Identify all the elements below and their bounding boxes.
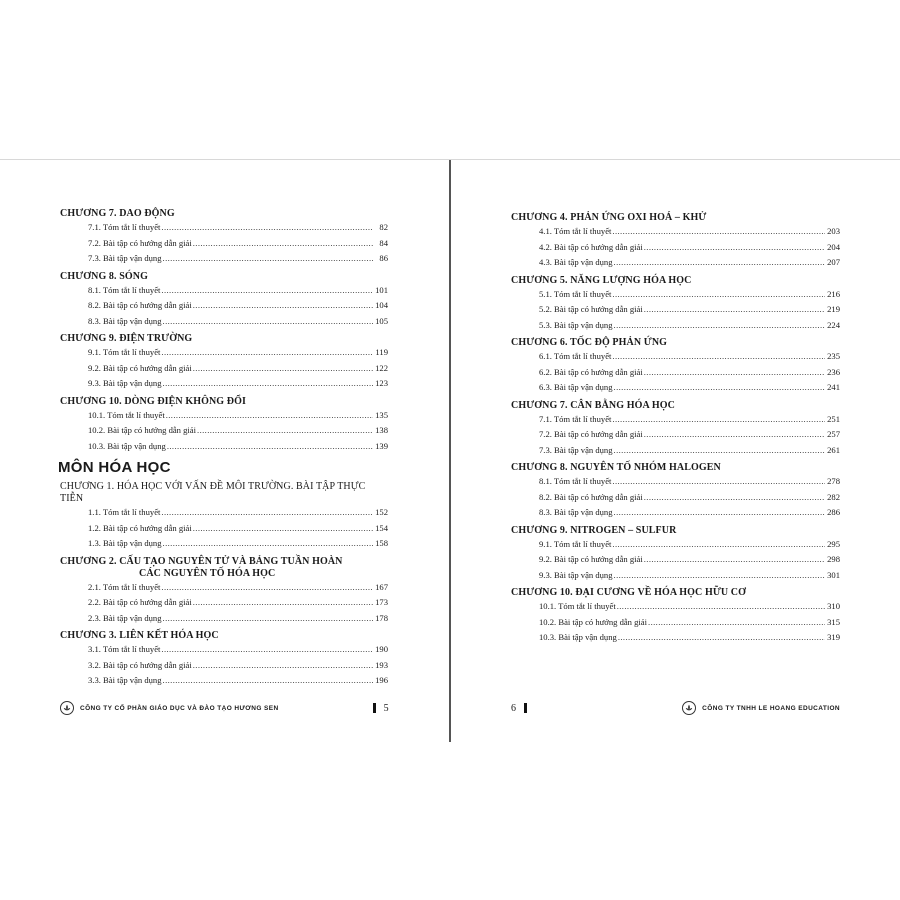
toc-page-number: 295 <box>827 538 840 549</box>
toc-entry[interactable] <box>60 521 388 537</box>
toc-page-number: 298 <box>827 554 840 564</box>
leader-dots <box>644 302 825 318</box>
toc-entry-label: 6.2. Bài tập có hướng dẫn giải <box>539 366 643 377</box>
toc-page-number: 203 <box>827 226 840 236</box>
toc-entry[interactable] <box>60 361 388 377</box>
toc-page-number: 158 <box>375 538 388 548</box>
toc-entry-label: 3.2. Bài tập có hướng dẫn giải <box>88 659 192 670</box>
toc-entry-label: 1.3. Bài tập vận dụng <box>88 538 162 548</box>
toc-entry[interactable] <box>60 611 388 627</box>
toc-entry-label: 3.1. Tóm tắt lí thuyết <box>88 644 161 654</box>
toc-entry[interactable] <box>511 568 840 584</box>
leader-dots <box>161 283 373 299</box>
toc-entry[interactable] <box>511 615 840 631</box>
chapter-heading: CHƯƠNG 9. NITROGEN – SULFUR <box>511 524 677 536</box>
publisher-name: CÔNG TY CỔ PHẦN GIÁO DỤC VÀ ĐÀO TẠO HƯƠNG SEN <box>80 704 279 712</box>
toc-page-number: 86 <box>379 253 388 263</box>
leader-dots <box>612 287 825 303</box>
publisher-name: CÔNG TY TNHH LE HOANG EDUCATION <box>702 704 840 712</box>
toc-entry[interactable] <box>511 474 840 490</box>
page-marker-bar <box>524 703 527 713</box>
toc-entry[interactable] <box>60 673 388 689</box>
toc-entry-label: 10.3. Bài tập vận dụng <box>539 632 617 642</box>
toc-entry[interactable] <box>511 537 840 553</box>
toc-entry-label: 8.3. Bài tập vận dụng <box>539 507 613 517</box>
toc-entry-label: 8.1. Tóm tắt lí thuyết <box>539 476 612 486</box>
toc-entry-label: 8.3. Bài tập vận dụng <box>88 315 162 326</box>
toc-entry-label: 10.2. Bài tập có hướng dẫn giải <box>539 616 648 627</box>
toc-page-number: 216 <box>827 288 840 299</box>
toc-entry[interactable] <box>511 630 840 646</box>
toc-entry-label: 8.1. Tóm tắt lí thuyết <box>88 284 161 295</box>
toc-entry[interactable] <box>60 595 388 611</box>
leader-dots <box>193 521 373 537</box>
toc-page-number: 315 <box>827 616 840 627</box>
toc-entry[interactable] <box>511 255 840 271</box>
toc-page-number: 135 <box>375 409 388 420</box>
toc-entry-label: 4.2. Bài tập có hướng dẫn giải <box>539 241 643 252</box>
toc-page-number: 224 <box>827 319 840 330</box>
page-number: 6 <box>511 702 517 714</box>
leader-dots <box>614 255 825 271</box>
toc-entry[interactable] <box>60 642 388 658</box>
leader-dots <box>648 615 825 631</box>
leader-dots <box>644 552 825 568</box>
chapter-heading: CHƯƠNG 5. NĂNG LƯỢNG HÓA HỌC <box>511 274 692 286</box>
toc-page-number: 204 <box>827 241 840 252</box>
toc-entry[interactable] <box>511 380 840 396</box>
toc-entry[interactable] <box>60 236 388 252</box>
toc-page-number: 178 <box>375 612 388 623</box>
toc-entry[interactable] <box>511 505 840 521</box>
toc-entry[interactable] <box>511 412 840 428</box>
leader-dots <box>193 361 373 377</box>
toc-entry[interactable] <box>511 349 840 365</box>
toc-entry-label: 2.3. Bài tập vận dụng <box>88 612 162 623</box>
toc-entry[interactable] <box>60 376 388 392</box>
chapter-heading: CHƯƠNG 3. LIÊN KẾT HÓA HỌC <box>60 630 219 641</box>
leader-dots <box>644 365 825 381</box>
page-number-box <box>373 703 389 714</box>
toc-page-number: 84 <box>379 237 388 248</box>
toc-entry[interactable] <box>60 658 388 674</box>
toc-entry-label: 5.3. Bài tập vận dụng <box>539 319 613 330</box>
leader-dots <box>161 580 373 596</box>
toc-entry[interactable] <box>60 314 388 330</box>
lotus-logo-icon <box>60 701 74 715</box>
page-footer-left <box>60 700 389 716</box>
leader-dots <box>644 240 825 256</box>
leader-dots <box>644 427 825 443</box>
toc-entry[interactable] <box>511 224 840 240</box>
subject-title: MÔN HÓA HỌC <box>58 459 171 476</box>
toc-entry-label: 1.2. Bài tập có hướng dẫn giải <box>88 522 192 533</box>
toc-entry[interactable] <box>60 439 388 455</box>
chapter-heading: CHƯƠNG 8. SÓNG <box>60 270 148 282</box>
toc-page-number: 138 <box>375 425 388 435</box>
toc-page-number: 101 <box>375 284 388 295</box>
toc-entry[interactable] <box>511 599 840 615</box>
toc-entry[interactable] <box>60 580 388 596</box>
toc-page-number: 193 <box>375 659 388 670</box>
toc-entry[interactable] <box>60 298 388 314</box>
toc-entry-label: 2.1. Tóm tắt lí thuyết <box>88 581 161 592</box>
toc-entry-label: 7.3. Bài tập vận dụng <box>539 444 613 455</box>
toc-entry-label: 1.1. Tóm tắt lí thuyết <box>88 507 161 517</box>
toc-entry[interactable] <box>60 345 388 361</box>
leader-dots <box>618 630 825 646</box>
lotus-logo-icon <box>682 701 696 715</box>
toc-entry[interactable] <box>60 283 388 299</box>
toc-page-number: 235 <box>827 351 840 361</box>
leader-dots <box>163 536 373 552</box>
toc-page-number: 173 <box>375 597 388 607</box>
leader-dots <box>612 349 825 365</box>
toc-entry[interactable] <box>60 408 388 424</box>
toc-entry-label: 9.1. Tóm tắt lí thuyết <box>539 538 612 549</box>
toc-page-number: 310 <box>827 601 840 611</box>
leader-dots <box>163 376 373 392</box>
leader-dots <box>163 251 373 267</box>
toc-page-number: 257 <box>827 429 840 439</box>
toc-page-number: 196 <box>375 675 388 685</box>
leader-dots <box>612 537 825 553</box>
toc-entry[interactable] <box>60 220 388 236</box>
table-of-contents-left <box>60 208 388 689</box>
right-page <box>451 160 900 742</box>
chapter-heading-continued: CÁC NGUYÊN TỐ HÓA HỌC <box>139 567 276 579</box>
toc-entry[interactable] <box>511 302 840 318</box>
page-number: 5 <box>383 702 389 714</box>
leader-dots <box>644 490 825 506</box>
toc-entry-label: 5.2. Bài tập có hướng dẫn giải <box>539 304 643 314</box>
toc-page-number: 82 <box>379 222 388 232</box>
leader-dots <box>163 611 373 627</box>
toc-entry-label: 4.1. Tóm tắt lí thuyết <box>539 226 612 236</box>
chapter-heading: CHƯƠNG 2. CẤU TẠO NGUYÊN TỬ VÀ BẢNG TUẦN HOÀN <box>60 555 343 567</box>
toc-entry-label: 9.3. Bài tập vận dụng <box>88 378 162 388</box>
leader-dots <box>166 408 373 424</box>
toc-entry[interactable] <box>60 251 388 267</box>
toc-entry[interactable] <box>511 490 840 506</box>
chapter-heading: CHƯƠNG 10. DÒNG ĐIỆN KHÔNG ĐỔI <box>60 395 246 407</box>
toc-page-number: 286 <box>827 507 840 517</box>
toc-entry[interactable] <box>511 427 840 443</box>
leader-dots <box>163 673 373 689</box>
toc-entry-label: 8.2. Bài tập có hướng dẫn giải <box>539 491 643 502</box>
toc-entry-label: 3.3. Bài tập vận dụng <box>88 675 162 685</box>
toc-page-number: 152 <box>375 507 388 517</box>
toc-page-number: 104 <box>375 300 388 310</box>
toc-page-number: 207 <box>827 257 840 267</box>
chapter-heading: CHƯƠNG 7. CÂN BẰNG HÓA HỌC <box>511 399 675 411</box>
chapter-heading: CHƯƠNG 4. PHẢN ỨNG OXI HOÁ – KHỬ <box>511 212 707 223</box>
toc-page-number: 122 <box>375 362 388 373</box>
leader-dots <box>617 599 825 615</box>
toc-page-number: 251 <box>827 413 840 424</box>
toc-entry[interactable] <box>60 505 388 521</box>
toc-entry-label: 5.1. Tóm tắt lí thuyết <box>539 288 612 299</box>
leader-dots <box>614 568 825 584</box>
toc-page-number: 219 <box>827 304 840 314</box>
toc-entry[interactable] <box>511 443 840 459</box>
toc-page-number: 241 <box>827 382 840 392</box>
chapter-heading: CHƯƠNG 7. DAO ĐỘNG <box>60 208 175 219</box>
toc-entry-label: 10.1. Tóm tắt lí thuyết <box>539 601 616 611</box>
leader-dots <box>614 318 825 334</box>
toc-page-number: 154 <box>375 522 388 533</box>
toc-page-number: 261 <box>827 444 840 455</box>
chapter-heading: CHƯƠNG 1. HÓA HỌC VỚI VẤN ĐỀ MÔI TRƯỜNG. BÀI TẬP THỰC TIỄN <box>60 481 366 504</box>
toc-entry[interactable] <box>60 536 388 552</box>
toc-page-number: 167 <box>375 581 388 592</box>
leader-dots <box>193 298 373 314</box>
toc-entry-label: 4.3. Bài tập vận dụng <box>539 257 613 267</box>
leader-dots <box>614 505 825 521</box>
toc-page-number: 236 <box>827 366 840 377</box>
chapter-heading: CHƯƠNG 10. ĐẠI CƯƠNG VỀ HÓA HỌC HỮU CƠ <box>511 587 747 598</box>
toc-entry-label: 7.1. Tóm tắt lí thuyết <box>88 222 161 232</box>
toc-entry[interactable] <box>511 552 840 568</box>
toc-entry-label: 7.2. Bài tập có hướng dẫn giải <box>539 429 643 439</box>
leader-dots <box>197 423 373 439</box>
leader-dots <box>614 380 825 396</box>
page-marker-bar <box>373 703 376 713</box>
leader-dots <box>163 314 373 330</box>
leader-dots <box>612 474 825 490</box>
toc-entry-label: 7.2. Bài tập có hướng dẫn giải <box>88 237 192 248</box>
toc-entry[interactable] <box>511 240 840 256</box>
toc-entry-label: 9.1. Tóm tắt lí thuyết <box>88 347 161 357</box>
chapter-heading: CHƯƠNG 8. NGUYÊN TỐ NHÓM HALOGEN <box>511 462 721 473</box>
leader-dots <box>193 595 373 611</box>
leader-dots <box>167 439 373 455</box>
toc-page-number: 123 <box>375 378 388 388</box>
toc-entry-label: 10.1. Tóm tắt lí thuyết <box>88 409 165 420</box>
page-footer-right <box>511 700 840 716</box>
toc-entry-label: 7.3. Bài tập vận dụng <box>88 253 162 263</box>
toc-entry-label: 10.3. Bài tập vận dụng <box>88 440 166 451</box>
toc-page-number: 282 <box>827 491 840 502</box>
toc-entry[interactable] <box>511 365 840 381</box>
leader-dots <box>161 505 373 521</box>
toc-entry-label: 9.2. Bài tập có hướng dẫn giải <box>88 362 192 373</box>
toc-page-number: 190 <box>375 644 388 654</box>
toc-page-number: 301 <box>827 569 840 580</box>
chapter-heading: CHƯƠNG 9. ĐIỆN TRƯỜNG <box>60 333 193 344</box>
left-page <box>0 160 449 742</box>
toc-entry-label: 8.2. Bài tập có hướng dẫn giải <box>88 300 192 310</box>
toc-entry-label: 9.2. Bài tập có hướng dẫn giải <box>539 554 643 564</box>
toc-page-number: 105 <box>375 315 388 326</box>
toc-entry[interactable] <box>511 287 840 303</box>
toc-page-number: 119 <box>375 347 388 357</box>
toc-page-number: 139 <box>375 440 388 451</box>
toc-entry-label: 6.3. Bài tập vận dụng <box>539 382 613 392</box>
toc-entry-label: 6.1. Tóm tắt lí thuyết <box>539 351 612 361</box>
toc-entry[interactable] <box>60 423 388 439</box>
chapter-heading: CHƯƠNG 6. TỐC ĐỘ PHẢN ỨNG <box>511 337 668 348</box>
leader-dots <box>612 224 825 240</box>
toc-page-number: 319 <box>827 632 840 642</box>
leader-dots <box>614 443 825 459</box>
toc-entry-label: 2.2. Bài tập có hướng dẫn giải <box>88 597 192 607</box>
toc-entry[interactable] <box>511 318 840 334</box>
toc-entry-label: 10.2. Bài tập có hướng dẫn giải <box>88 425 197 435</box>
toc-entry-label: 7.1. Tóm tắt lí thuyết <box>539 413 612 424</box>
leader-dots <box>193 236 373 252</box>
leader-dots <box>193 658 373 674</box>
leader-dots <box>161 220 373 236</box>
page-number-box <box>511 703 527 714</box>
leader-dots <box>161 345 373 361</box>
toc-page-number: 278 <box>827 476 840 486</box>
leader-dots <box>161 642 373 658</box>
table-of-contents-right <box>511 212 840 646</box>
toc-entry-label: 9.3. Bài tập vận dụng <box>539 569 613 580</box>
leader-dots <box>612 412 825 428</box>
